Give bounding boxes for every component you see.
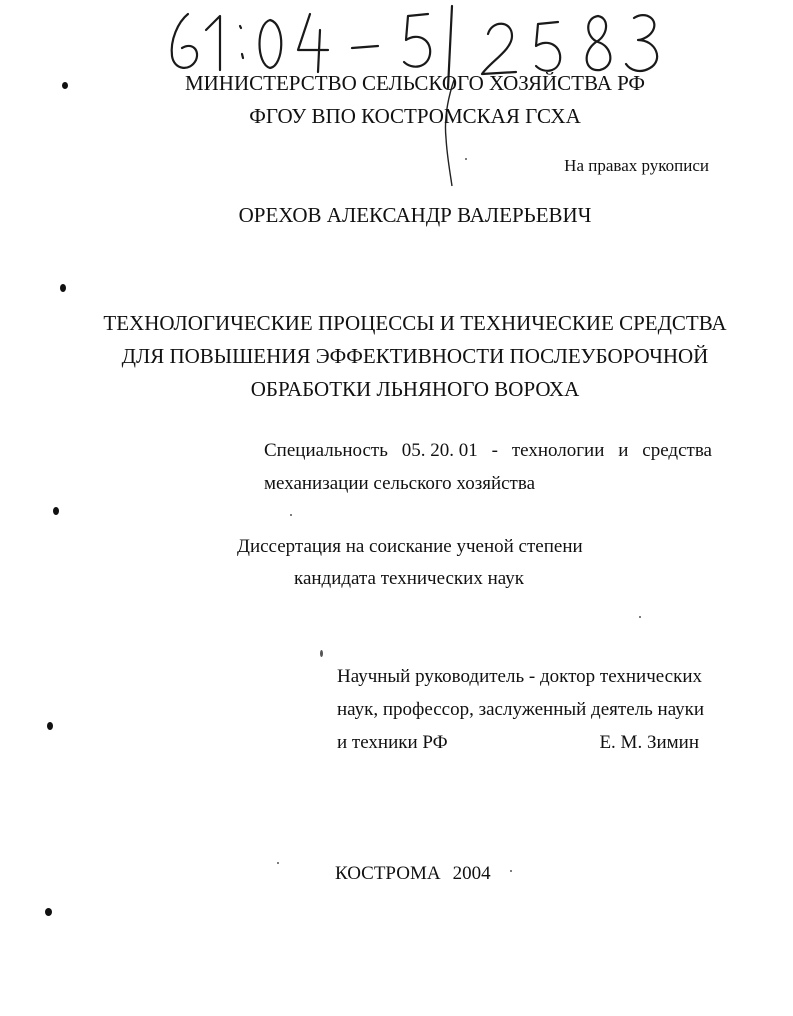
manuscript-note: На правах рукописи <box>564 156 709 175</box>
binding-hole-mark <box>60 284 66 292</box>
specialty-code: 05. 20. 01 <box>401 440 478 461</box>
specialty-dash: - <box>491 440 498 461</box>
city-year <box>335 864 491 883</box>
specialty-word-1: технологии <box>511 440 605 461</box>
supervisor-title-end: и техники РФ <box>337 732 448 753</box>
author-name: ОРЕХОВ АЛЕКСАНДР ВАЛЕРЬЕВИЧ <box>238 203 592 227</box>
scan-speck <box>510 870 512 872</box>
scan-speck <box>320 650 323 657</box>
binding-hole-mark <box>45 908 52 916</box>
binding-hole-mark <box>62 82 68 89</box>
supervisor-name: Е. М. Зимин <box>599 732 699 753</box>
city: КОСТРОМА <box>335 863 441 884</box>
specialty-line-1 <box>264 441 712 460</box>
scan-speck <box>277 862 279 864</box>
scan-speck <box>465 158 467 160</box>
supervisor-line-3 <box>337 733 699 752</box>
ministry-heading: МИНИСТЕРСТВО СЕЛЬСКОГО ХОЗЯЙСТВА РФ <box>184 71 646 95</box>
specialty-word-3: средства <box>642 440 712 461</box>
supervisor-line-1: Научный руководитель - доктор технических <box>337 666 703 687</box>
institute-heading: ФГОУ ВПО КОСТРОМСКАЯ ГСХА <box>249 104 581 128</box>
year: 2004 <box>452 863 491 884</box>
specialty-word-2: и <box>618 440 629 461</box>
scan-speck <box>290 514 292 516</box>
dissertation-line-2: кандидата технических наук <box>294 568 524 589</box>
title-line-3: ОБРАБОТКИ ЛЬНЯНОГО ВОРОХА <box>250 377 580 401</box>
supervisor-line-2: наук, профессор, заслуженный деятель науки <box>337 699 705 720</box>
title-line-1: ТЕХНОЛОГИЧЕСКИЕ ПРОЦЕССЫ И ТЕХНИЧЕСКИЕ СРЕДСТВА <box>103 311 727 335</box>
scan-speck <box>639 616 641 618</box>
binding-hole-mark <box>47 722 53 730</box>
title-line-2: ДЛЯ ПОВЫШЕНИЯ ЭФФЕКТИВНОСТИ ПОСЛЕУБОРОЧНОЙ <box>121 344 709 368</box>
specialty-line-2: механизации сельского хозяйства <box>264 473 536 494</box>
binding-hole-mark <box>53 507 59 515</box>
dissertation-line-1: Диссертация на соискание ученой степени <box>237 536 583 557</box>
specialty-label: Специальность <box>264 440 388 461</box>
